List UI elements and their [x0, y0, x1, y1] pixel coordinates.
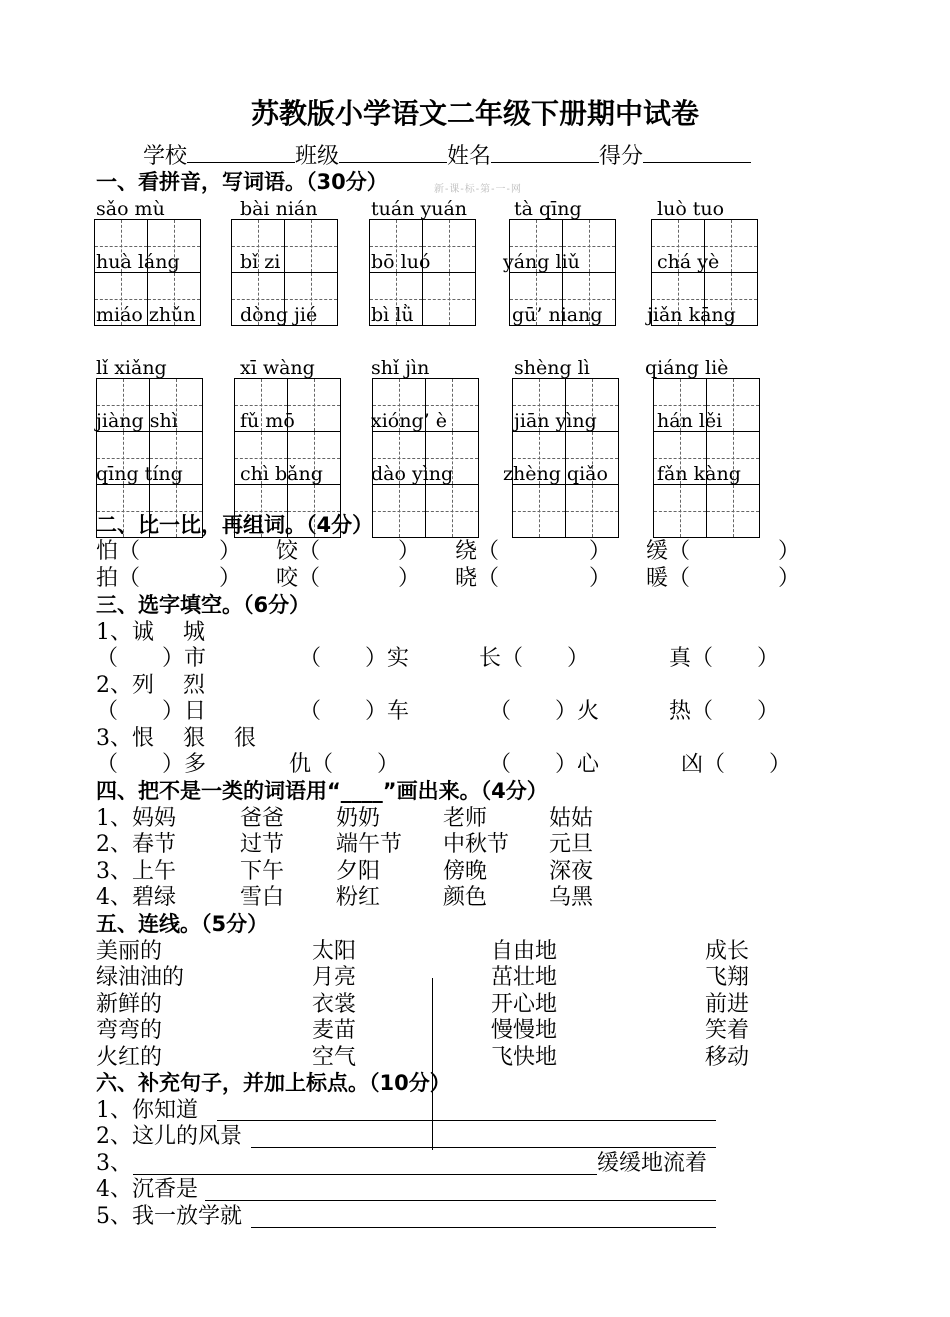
connect-left[interactable]: 弯弯的 [96, 1018, 163, 1043]
pinyin-prompt: shèng lì [514, 357, 590, 379]
pinyin-prompt: yáng liǔ [503, 251, 580, 273]
pinyin-prompt: shǐ jìn [371, 357, 430, 379]
classify-word[interactable]: 元旦 [549, 832, 594, 857]
connect-adverb[interactable]: 开心地 [491, 992, 558, 1017]
compare-paren: ） [219, 539, 242, 564]
fill-item: 仇（ ） [289, 752, 400, 777]
classify-word[interactable]: 2、春节 [96, 832, 176, 857]
pinyin-prompt: dào yìng [371, 463, 454, 485]
fill-item: （ ）车 [299, 699, 410, 724]
name-blank[interactable] [491, 142, 599, 163]
pinyin-prompt: jiǎn kāng [647, 304, 736, 326]
connect-verb[interactable]: 移动 [705, 1045, 750, 1070]
fill-item: （ ）心 [489, 752, 600, 777]
fill-question: 3、恨 狠 很 [96, 726, 256, 751]
compare-item: 拍（ [96, 566, 141, 591]
sentence-prompt: 3、 [96, 1151, 132, 1176]
fill-item: 凶（ ） [681, 752, 792, 777]
sentence-prompt: 5、我一放学就 [96, 1204, 242, 1229]
compare-paren: ） [398, 566, 421, 591]
pinyin-prompt: qiáng liè [645, 357, 729, 379]
school-label: 学校 [143, 144, 188, 169]
fill-item: （ ）火 [489, 699, 600, 724]
pinyin-prompt: xī wàng [240, 357, 315, 379]
classify-word[interactable]: 乌黑 [549, 885, 594, 910]
fill-question: 2、列 烈 [96, 673, 205, 698]
connect-noun[interactable]: 衣裳 [312, 992, 357, 1017]
sentence-tail: 缓缓地流着 [597, 1151, 708, 1176]
connect-adverb[interactable]: 茁壮地 [491, 965, 558, 990]
fill-item: （ ）日 [96, 699, 207, 724]
connect-noun[interactable]: 月亮 [312, 965, 357, 990]
compare-item: 饺（ [276, 539, 321, 564]
pinyin-prompt: jiān yìng [514, 410, 597, 432]
connect-adverb[interactable]: 飞快地 [491, 1045, 558, 1070]
answer-line[interactable] [205, 1200, 716, 1201]
connect-adverb[interactable]: 慢慢地 [491, 1018, 558, 1043]
pinyin-prompt: chì bǎng [240, 463, 323, 485]
pinyin-prompt: dòng jié [240, 304, 318, 326]
connect-noun[interactable]: 空气 [312, 1045, 357, 1070]
word-grid[interactable] [653, 484, 758, 538]
compare-item: 暖（ [646, 566, 691, 591]
section-3-heading: 三、选字填空。（6分） [96, 593, 311, 617]
pinyin-prompt: xióng’ è [371, 410, 447, 432]
connect-noun[interactable]: 太阳 [312, 939, 357, 964]
word-grid[interactable] [372, 484, 477, 538]
section-6-heading: 六、补充句子，并加上标点。（10分） [96, 1071, 451, 1095]
answer-line[interactable] [251, 1147, 716, 1148]
score-label: 得分 [599, 144, 644, 169]
fill-item: 长（ ） [479, 646, 590, 671]
name-label: 姓名 [447, 144, 492, 169]
compare-paren: ） [589, 539, 612, 564]
pinyin-prompt: bì lǜ [371, 304, 414, 326]
pinyin-prompt: chá yè [657, 251, 720, 273]
fill-item: （ ）多 [96, 752, 207, 777]
pinyin-prompt: fǔ mō [240, 410, 295, 432]
pinyin-prompt: bǐ zi [240, 251, 281, 273]
fill-question: 1、诚 城 [96, 620, 205, 645]
pinyin-prompt: huà láng [96, 251, 180, 273]
fill-item: （ ）市 [96, 646, 207, 671]
word-grid[interactable] [512, 484, 617, 538]
connect-noun[interactable]: 麦苗 [312, 1018, 357, 1043]
student-info-row [143, 142, 751, 168]
pinyin-prompt: qīng tíng [96, 463, 183, 485]
sentence-prompt: 1、你知道 [96, 1098, 198, 1123]
connect-adverb[interactable]: 自由地 [491, 939, 558, 964]
pinyin-prompt: lǐ xiǎng [96, 357, 167, 379]
classify-word[interactable]: 中秋节 [443, 832, 510, 857]
connect-verb[interactable]: 笑着 [705, 1018, 750, 1043]
compare-paren: ） [778, 539, 801, 564]
fill-item: （ ）实 [299, 646, 410, 671]
divider-line [432, 978, 433, 1150]
compare-paren: ） [778, 566, 801, 591]
pinyin-prompt: bài nián [240, 198, 318, 220]
connect-left[interactable]: 美丽的 [96, 939, 163, 964]
class-label: 班级 [295, 144, 340, 169]
compare-item: 绕（ [455, 539, 500, 564]
classify-word[interactable]: 深夜 [549, 859, 594, 884]
pinyin-prompt: sǎo mù [96, 198, 165, 220]
classify-word[interactable]: 夕阳 [336, 859, 381, 884]
classify-word[interactable]: 姑姑 [549, 806, 594, 831]
connect-left[interactable]: 绿油油的 [96, 965, 185, 990]
classify-word[interactable]: 老师 [443, 806, 488, 831]
classify-word[interactable]: 颜色 [443, 885, 488, 910]
compare-item: 晓（ [455, 566, 500, 591]
fill-item: 真（ ） [669, 646, 780, 671]
compare-paren: ） [398, 539, 421, 564]
connect-left[interactable]: 新鲜的 [96, 992, 163, 1017]
answer-line[interactable] [251, 1227, 716, 1228]
classify-word[interactable]: 3、上午 [96, 859, 176, 884]
watermark: 新-课-标-第-一-网 [434, 184, 522, 195]
classify-word[interactable]: 粉红 [336, 885, 381, 910]
compare-item: 缓（ [646, 539, 691, 564]
classify-word[interactable]: 傍晚 [443, 859, 488, 884]
classify-word[interactable]: 过节 [240, 832, 285, 857]
connect-verb[interactable]: 飞翔 [705, 965, 750, 990]
pinyin-prompt: luò tuo [657, 198, 725, 220]
classify-word[interactable]: 端午节 [336, 832, 403, 857]
pinyin-prompt: gū’ niang [512, 304, 603, 326]
pinyin-prompt: miáo zhǔn [96, 304, 196, 326]
pinyin-prompt: hán lěi [657, 410, 723, 432]
answer-line[interactable] [217, 1120, 716, 1121]
page-title: 苏教版小学语文二年级下册期中试卷 [250, 97, 699, 130]
pinyin-prompt: tuán yuán [371, 198, 468, 220]
pinyin-prompt: bō luó [371, 251, 431, 273]
classify-word[interactable]: 下午 [240, 859, 285, 884]
class-blank[interactable] [339, 142, 447, 163]
section-4-heading: 四、把不是一类的词语用“____”画出来。（4分） [96, 779, 548, 803]
compare-item: 怕（ [96, 539, 141, 564]
connect-verb[interactable]: 成长 [705, 939, 750, 964]
classify-word[interactable]: 爸爸 [240, 806, 285, 831]
score-blank[interactable] [643, 142, 751, 163]
classify-word[interactable]: 奶奶 [336, 806, 381, 831]
classify-word[interactable]: 雪白 [240, 885, 285, 910]
sentence-prompt: 2、这儿的风景 [96, 1124, 242, 1149]
connect-left[interactable]: 火红的 [96, 1045, 163, 1070]
answer-line[interactable] [133, 1174, 597, 1175]
school-blank[interactable] [187, 142, 295, 163]
classify-word[interactable]: 4、碧绿 [96, 885, 176, 910]
fill-item: 热（ ） [669, 699, 780, 724]
section-2-heading: 二、比一比，再组词。（4分） [96, 513, 374, 537]
pinyin-prompt: jiàng shì [96, 410, 178, 432]
classify-word[interactable]: 1、妈妈 [96, 806, 176, 831]
section-1-heading: 一、看拼音，写词语。（30分） [96, 170, 388, 194]
connect-verb[interactable]: 前进 [705, 992, 750, 1017]
pinyin-prompt: tà qīng [514, 198, 582, 220]
pinyin-prompt: zhèng qiǎo [503, 463, 608, 485]
pinyin-prompt: fǎn kàng [657, 463, 741, 485]
sentence-prompt: 4、沉香是 [96, 1177, 198, 1202]
compare-item: 咬（ [276, 566, 321, 591]
compare-paren: ） [219, 566, 242, 591]
compare-paren: ） [589, 566, 612, 591]
section-5-heading: 五、连线。（5分） [96, 912, 269, 936]
